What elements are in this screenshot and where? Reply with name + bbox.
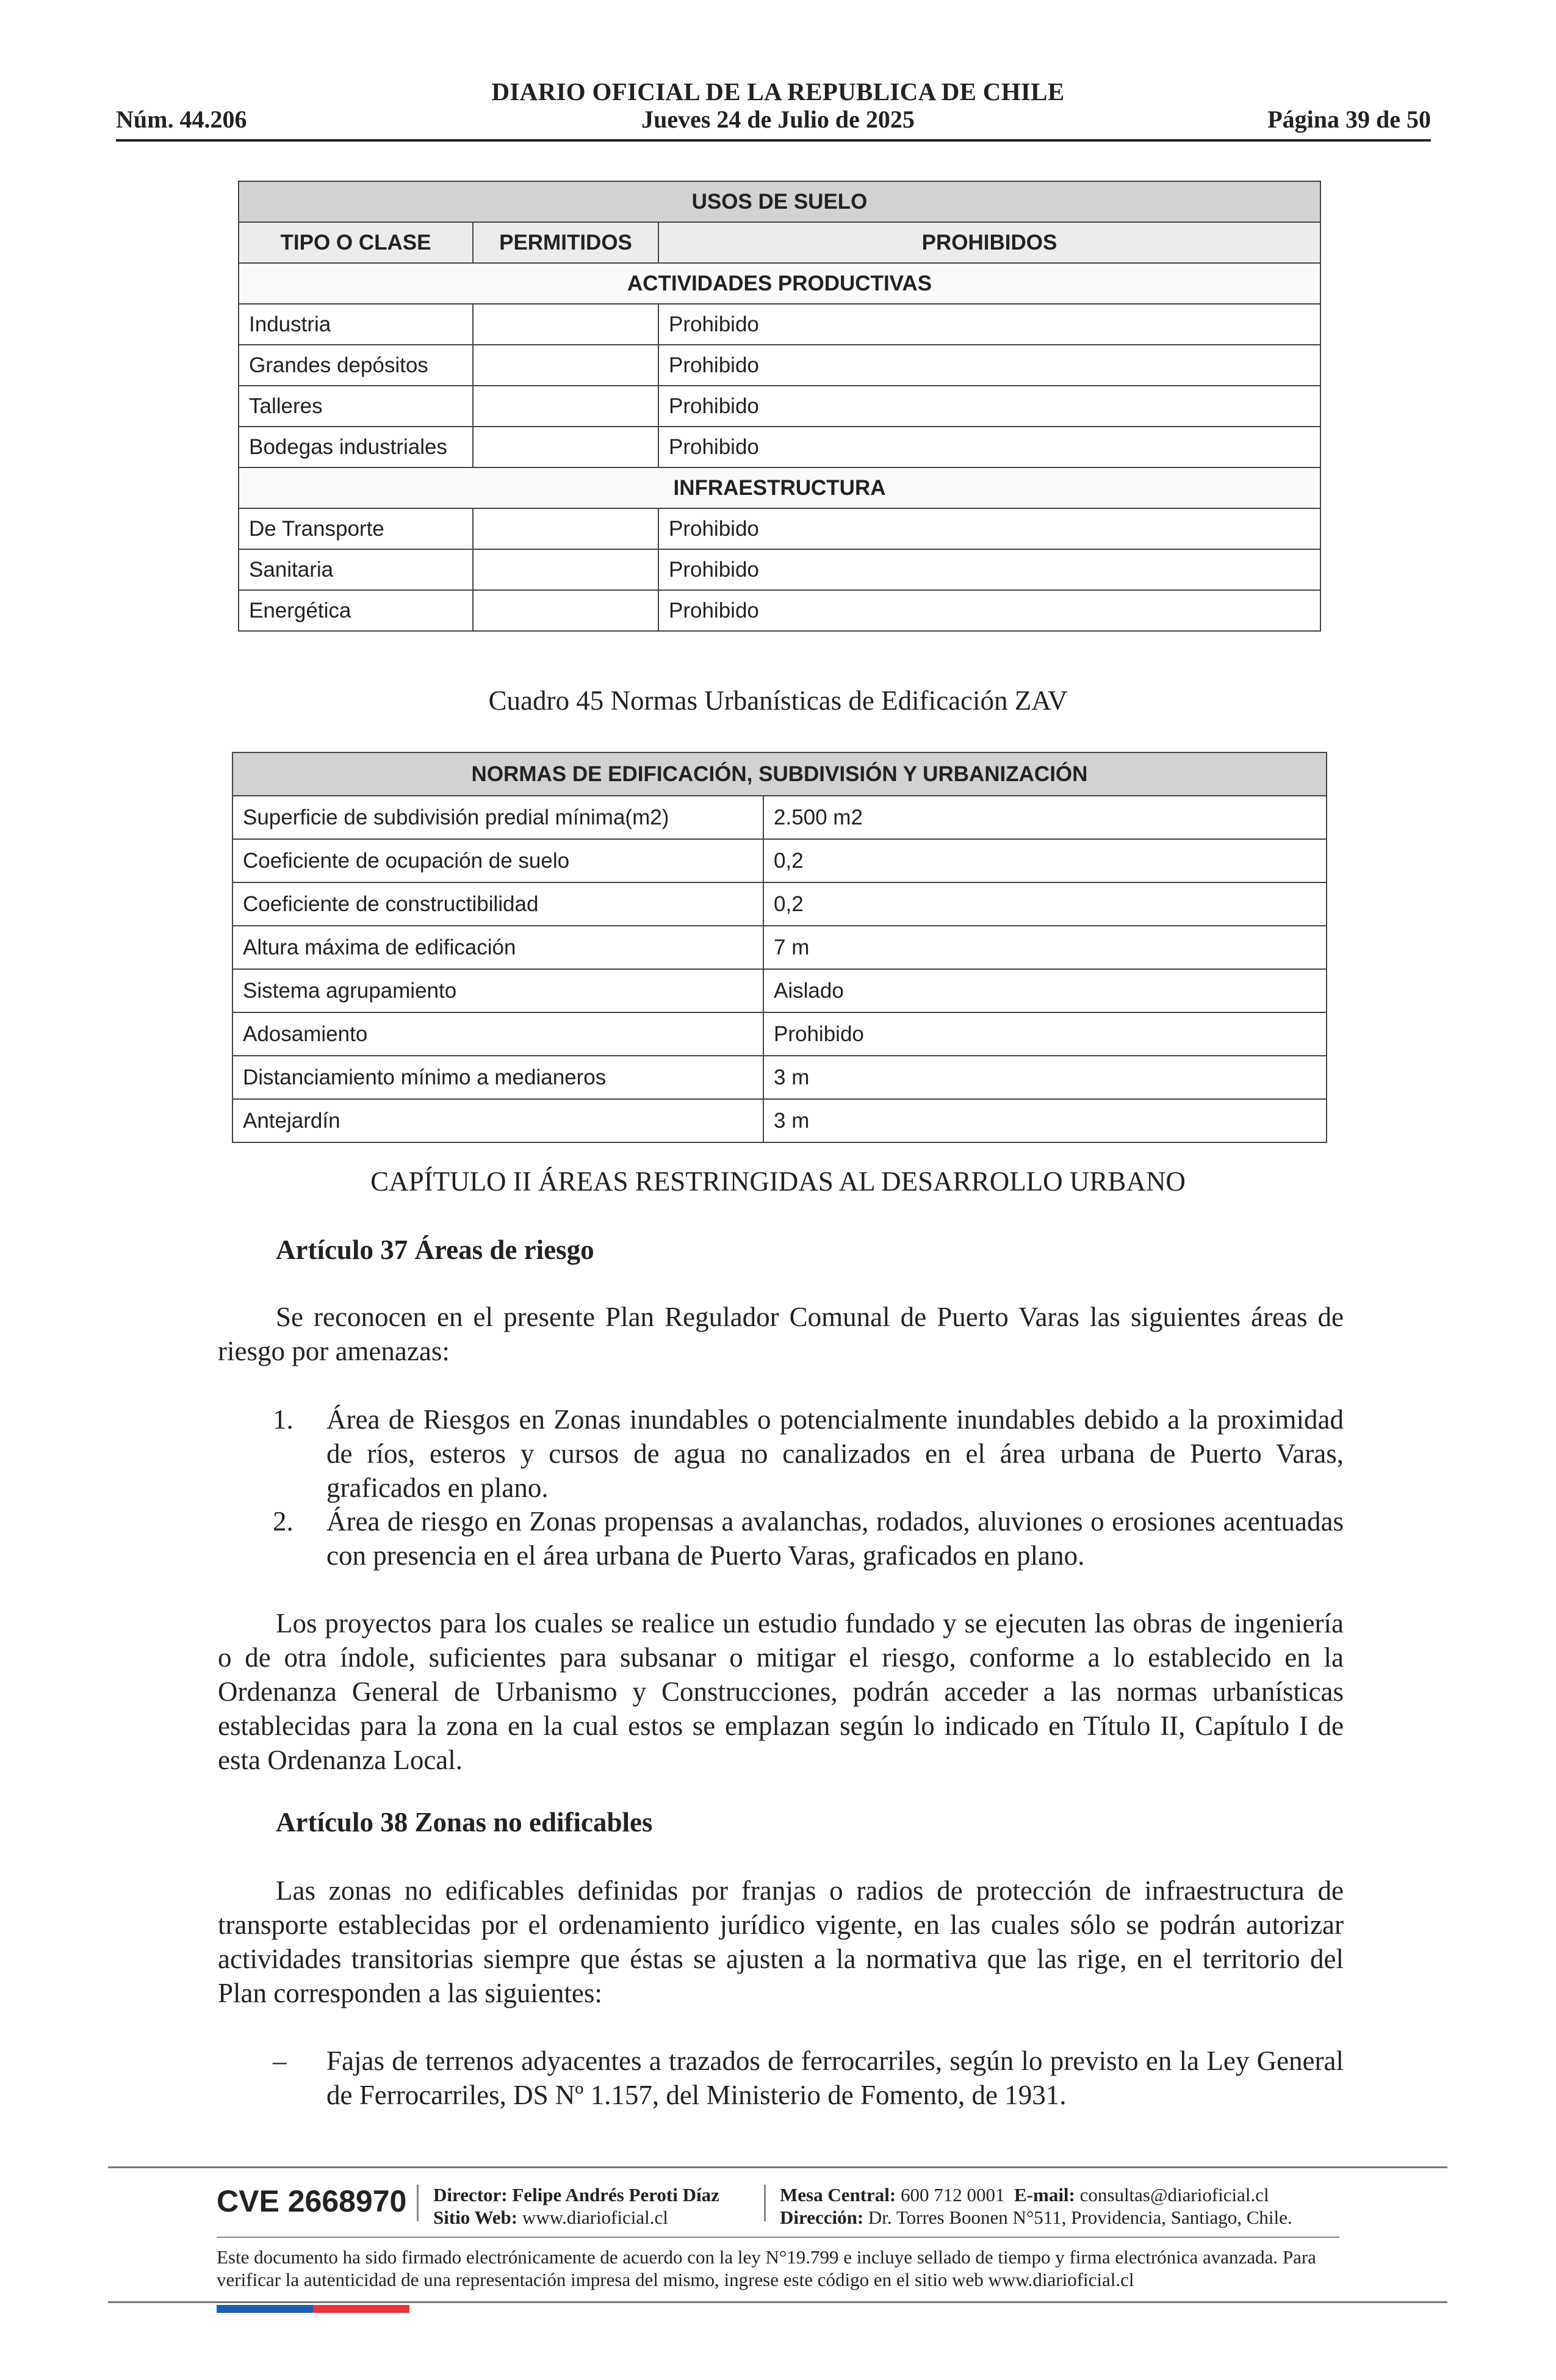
- signature-note: Este documento ha sido firmado electrónicamente de acuerdo con la ley N°19.799 e incluye sellado de tiempo y firma electrónica avanzada. Para verificar la autenticidad de una representación impresa del mismo, ingrese este código en el sitio web www.diarioficial.cl: [217, 2246, 1316, 2290]
- dash-bullet: –: [273, 2046, 287, 2076]
- list-item: Área de riesgo en Zonas propensas a avalanchas, rodados, aluviones o erosiones acentuadas con presencia en el área urbana de Puerto Varas, graficados en plano.: [326, 1506, 1344, 1571]
- normas-table-title: NORMAS DE EDIFICACIÓN, SUBDIVISIÓN Y URBANIZACIÓN: [232, 752, 1327, 796]
- page-indicator: Página 39 de 50: [1267, 106, 1431, 133]
- tipo-cell: Energética: [239, 590, 473, 631]
- norma-value: 0,2: [763, 839, 1327, 882]
- direccion-label: Dirección:: [780, 2207, 864, 2228]
- table-row: [239, 508, 1320, 549]
- table-row: [239, 345, 1320, 386]
- article-37-heading: Artículo 37 Áreas de riesgo: [276, 1235, 594, 1265]
- norma-value: 3 m: [763, 1099, 1327, 1142]
- norma-value: Prohibido: [763, 1012, 1327, 1056]
- footer-contact: [780, 2183, 1292, 2229]
- direccion-text: Dr. Torres Boonen N°511, Providencia, Santiago, Chile.: [868, 2207, 1292, 2228]
- footer-director: [433, 2183, 719, 2229]
- article-38-heading: Artículo 38 Zonas no edificables: [276, 1807, 653, 1837]
- list-item-number: 1.: [273, 1404, 294, 1435]
- table-row: [232, 1099, 1327, 1142]
- norma-label: Antejardín: [232, 1099, 763, 1142]
- norma-value: 2.500 m2: [763, 796, 1327, 839]
- footer-separator: [417, 2185, 419, 2221]
- flag-stripe-red: [313, 2305, 409, 2313]
- header-divider: [116, 139, 1431, 142]
- flag-stripe-blue: [217, 2305, 313, 2313]
- permitidos-cell: [473, 508, 658, 549]
- article-38-intro: Las zonas no edificables definidas por franjas o radios de protección de infraestructura de transporte establecidas por el ordenamiento jurídico vigente, en las cuales sólo se podrán autorizar actividades transitorias siempre que éstas se ajusten a la normativa que las rige, en el territorio del Plan corresponden a las siguientes:: [218, 1875, 1344, 2008]
- norma-label: Adosamiento: [232, 1012, 763, 1056]
- norma-label: Distanciamiento mínimo a medianeros: [232, 1056, 763, 1099]
- norma-label: Superficie de subdivisión predial mínima(m2): [232, 796, 763, 839]
- list-item: Fajas de terrenos adyacentes a trazados de ferrocarriles, según lo previsto en la Ley General de Ferrocarriles, DS Nº 1.157, del Ministerio de Fomento, de 1931.: [326, 2046, 1344, 2110]
- tipo-cell: Industria: [239, 304, 473, 345]
- table-row: [232, 969, 1327, 1012]
- usos-de-suelo-table: [238, 181, 1321, 632]
- web-link[interactable]: www.diarioficial.cl: [522, 2207, 668, 2228]
- normas-edificacion-table: [232, 752, 1327, 1143]
- column-header-prohibidos: PROHIBIDOS: [658, 222, 1320, 263]
- chapter-title: CAPÍTULO II ÁREAS RESTRINGIDAS AL DESARROLLO URBANO: [370, 1166, 1186, 1197]
- table-row: [232, 882, 1327, 926]
- table-row: [232, 796, 1327, 839]
- director-name: Felipe Andrés Peroti Díaz: [512, 2184, 719, 2205]
- permitidos-cell: [473, 386, 658, 427]
- table-row: [232, 1012, 1327, 1056]
- issue-date: Jueves 24 de Julio de 2025: [641, 106, 915, 133]
- usos-table-title: USOS DE SUELO: [239, 181, 1320, 222]
- permitidos-cell: [473, 549, 658, 590]
- table-row: [239, 549, 1320, 590]
- tipo-cell: Bodegas industriales: [239, 427, 473, 467]
- footer-inner-divider: [217, 2237, 1339, 2238]
- table-row: [239, 386, 1320, 427]
- column-header-permitidos: PERMITIDOS: [473, 222, 658, 263]
- mesa-label: Mesa Central:: [780, 2184, 896, 2205]
- norma-value: 0,2: [763, 882, 1327, 926]
- table-row: [232, 1056, 1327, 1099]
- group-heading: INFRAESTRUCTURA: [239, 467, 1320, 508]
- list-item: Área de Riesgos en Zonas inundables o potencialmente inundables debido a la proximidad de ríos, esteros y cursos de agua no canalizados en el área urbana de Puerto Varas, graficados en plano.: [326, 1404, 1344, 1503]
- norma-label: Coeficiente de ocupación de suelo: [232, 839, 763, 882]
- table-row: [239, 590, 1320, 631]
- footer-separator: [764, 2185, 766, 2221]
- prohibidos-cell: Prohibido: [658, 427, 1320, 467]
- norma-value: 3 m: [763, 1056, 1327, 1099]
- prohibidos-cell: Prohibido: [658, 590, 1320, 631]
- footer-bottom-divider: [108, 2301, 1447, 2303]
- tipo-cell: Sanitaria: [239, 549, 473, 590]
- permitidos-cell: [473, 304, 658, 345]
- tipo-cell: Talleres: [239, 386, 473, 427]
- norma-label: Coeficiente de constructibilidad: [232, 882, 763, 926]
- prohibidos-cell: Prohibido: [658, 549, 1320, 590]
- tipo-cell: Grandes depósitos: [239, 345, 473, 386]
- publication-title: DIARIO OFICIAL DE LA REPUBLICA DE CHILE: [491, 78, 1065, 106]
- permitidos-cell: [473, 590, 658, 631]
- prohibidos-cell: Prohibido: [658, 304, 1320, 345]
- email-link[interactable]: consultas@diarioficial.cl: [1079, 2184, 1269, 2205]
- group-heading: ACTIVIDADES PRODUCTIVAS: [239, 263, 1320, 304]
- table-caption: Cuadro 45 Normas Urbanísticas de Edificación ZAV: [488, 685, 1068, 716]
- article-37-closing: Los proyectos para los cuales se realice un estudio fundado y se ejecuten las obras de ingeniería o de otra índole, suficientes para subsanar o mitigar el riesgo, conforme a lo establecido en la Ordenanza General de Urbanismo y Construcciones, podrán acceder a las normas urbanísticas establecidas para la zona en la cual estos se emplazan según lo indicado en Título II, Capítulo I de esta Ordenanza Local.: [218, 1608, 1344, 1775]
- tipo-cell: De Transporte: [239, 508, 473, 549]
- mesa-phone: 600 712 0001: [901, 2184, 1005, 2205]
- list-item-number: 2.: [273, 1506, 294, 1537]
- norma-label: Altura máxima de edificación: [232, 926, 763, 969]
- prohibidos-cell: Prohibido: [658, 508, 1320, 549]
- permitidos-cell: [473, 427, 658, 467]
- prohibidos-cell: Prohibido: [658, 386, 1320, 427]
- director-label: Director:: [433, 2184, 508, 2205]
- permitidos-cell: [473, 345, 658, 386]
- footer-divider: [108, 2166, 1447, 2168]
- email-label: E-mail:: [1014, 2184, 1075, 2205]
- cve-code: CVE 2668970: [217, 2184, 407, 2218]
- norma-label: Sistema agrupamiento: [232, 969, 763, 1012]
- norma-value: 7 m: [763, 926, 1327, 969]
- web-label: Sitio Web:: [433, 2207, 518, 2228]
- table-row: [232, 926, 1327, 969]
- issue-number: Núm. 44.206: [116, 106, 247, 133]
- table-row: [239, 427, 1320, 467]
- column-header-tipo: TIPO O CLASE: [239, 222, 473, 263]
- norma-value: Aislado: [763, 969, 1327, 1012]
- article-37-intro: Se reconocen en el presente Plan Regulador Comunal de Puerto Varas las siguientes áreas de riesgo por amenazas:: [218, 1302, 1344, 1366]
- table-row: [232, 839, 1327, 882]
- table-row: [239, 304, 1320, 345]
- prohibidos-cell: Prohibido: [658, 345, 1320, 386]
